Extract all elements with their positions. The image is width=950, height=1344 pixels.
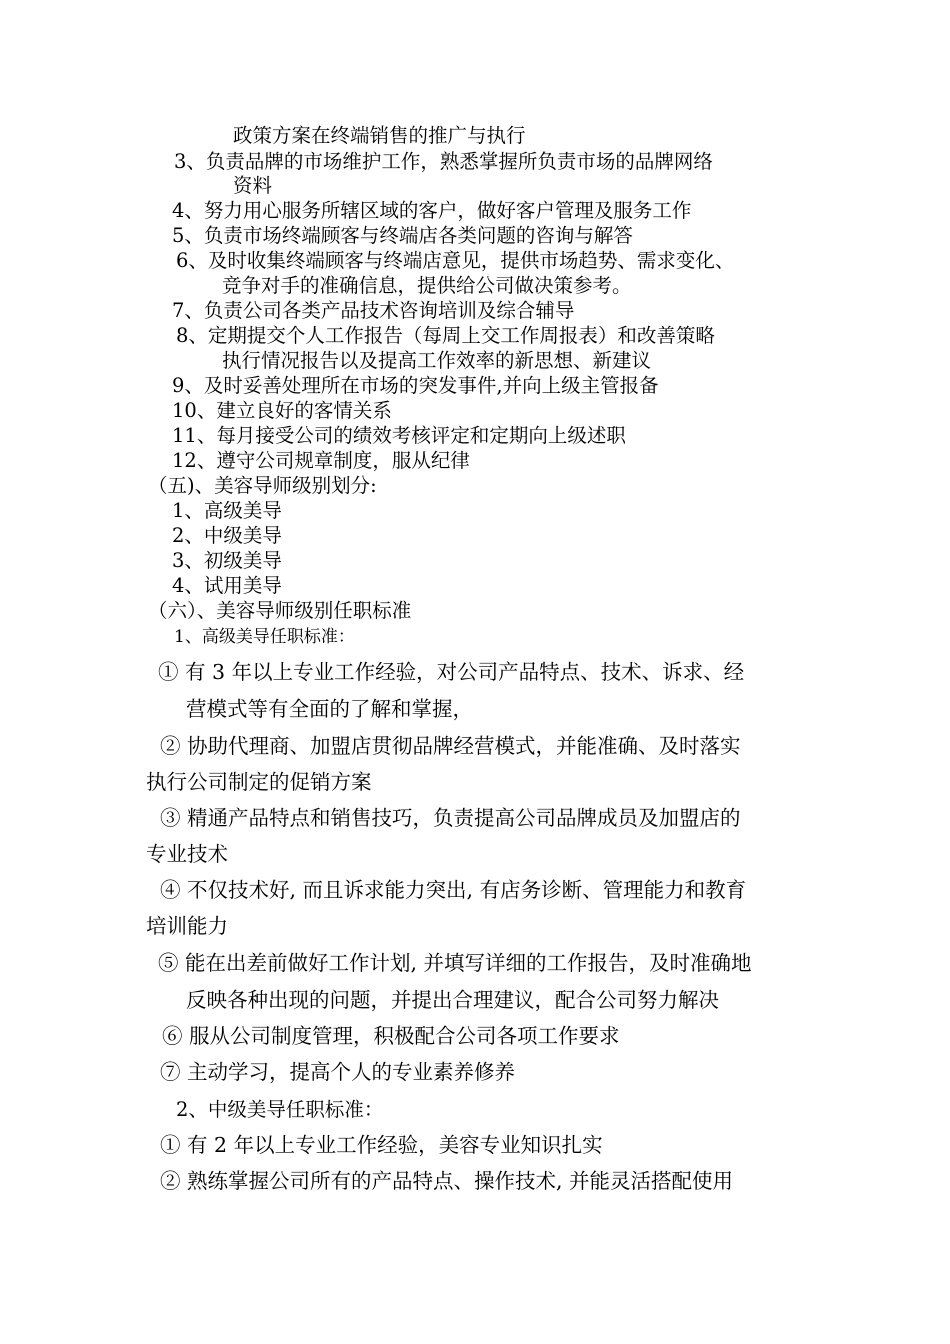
text-line: ② 熟练掌握公司所有的产品特点、操作技术, 并能灵活搭配使用 (160, 1169, 734, 1193)
text-line: 9、及时妥善处理所在市场的突发事件,并向上级主管报备 (172, 374, 659, 397)
text-line: ① 有 2 年以上专业工作经验，美容专业知识扎实 (160, 1133, 603, 1157)
text-line: 专业技术 (146, 842, 228, 866)
text-line: 8、定期提交个人工作报告（每周上交工作周报表）和改善策略 (176, 324, 715, 347)
text-line: ④ 不仅技术好, 而且诉求能力突出, 有店务诊断、管理能力和教育 (160, 878, 747, 902)
subsection-heading: 1、高级美导任职标准： (174, 627, 355, 647)
text-line: 反映各种出现的问题，并提出合理建议，配合公司努力解决 (186, 988, 719, 1012)
subsection-heading: 2、中级美导任职标准： (176, 1098, 384, 1121)
text-line: 4、努力用心服务所辖区域的客户，做好客户管理及服务工作 (172, 199, 692, 222)
text-line: 2、中级美导 (172, 524, 282, 547)
text-line: 营模式等有全面的了解和掌握， (186, 697, 473, 721)
section-heading: （六）、美容导师级别任职标准 (148, 599, 412, 622)
text-line: 执行公司制定的促销方案 (146, 770, 372, 794)
text-line: 5、负责市场终端顾客与终端店各类问题的咨询与解答 (172, 224, 633, 247)
text-line: ② 协助代理商、加盟店贯彻品牌经营模式，并能准确、及时落实 (160, 734, 741, 758)
text-line: 3、初级美导 (172, 549, 282, 572)
text-line: 竞争对手的准确信息，提供给公司做决策参考。 (222, 274, 632, 297)
text-line: ① 有 3 年以上专业工作经验，对公司产品特点、技术、诉求、经 (158, 660, 745, 684)
text-line: 11、每月接受公司的绩效考核评定和定期向上级述职 (172, 424, 626, 447)
text-line: 培训能力 (146, 914, 228, 938)
text-line: 1、高级美导 (172, 499, 282, 522)
text-line: 12、遵守公司规章制度，服从纪律 (172, 449, 470, 472)
text-line: 资料 (233, 174, 273, 197)
text-line: 执行情况报告以及提高工作效率的新思想、新建议 (222, 349, 652, 372)
text-line: 3、负责品牌的市场维护工作，熟悉掌握所负责市场的品牌网络 (174, 150, 713, 173)
text-line: 政策方案在终端销售的推广与执行 (233, 124, 526, 147)
text-line: 10、建立良好的客情关系 (172, 399, 392, 422)
text-line: ③ 精通产品特点和销售技巧，负责提高公司品牌成员及加盟店的 (160, 806, 741, 830)
text-line: ⑤ 能在出差前做好工作计划, 并填写详细的工作报告，及时准确地 (158, 951, 752, 975)
text-line: ⑥ 服从公司制度管理，积极配合公司各项工作要求 (162, 1024, 620, 1048)
text-line: 4、试用美导 (172, 574, 282, 597)
text-line: 6、及时收集终端顾客与终端店意见，提供市场趋势、需求变化、 (176, 249, 735, 272)
text-line: ⑦ 主动学习，提高个人的专业素养修养 (160, 1060, 516, 1084)
text-line: 7、负责公司各类产品技术咨询培训及综合辅导 (172, 299, 575, 322)
section-heading: （五)、美容导师级别划分: (148, 474, 377, 497)
